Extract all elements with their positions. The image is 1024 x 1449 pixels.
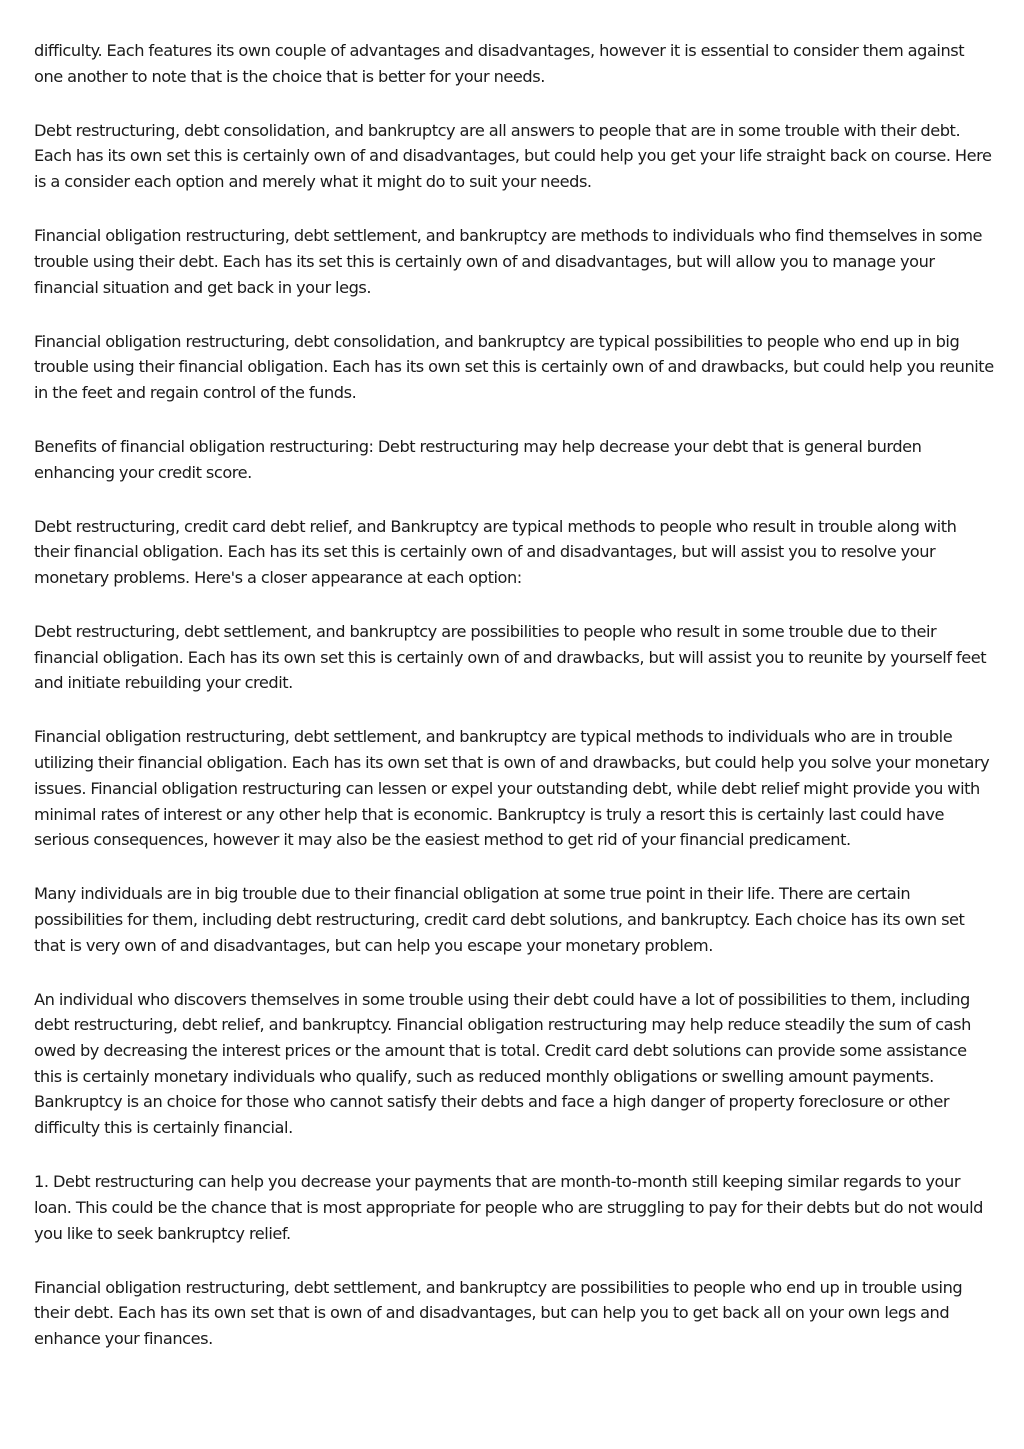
paragraph-11: 1. Debt restructuring can help you decrease your payments that are month-to-month still keeping similar regards to your loan. This could be the chance that is most appropriate for people who are struggling to pay for their debts but do not would you like to seek bankruptcy relief. xyxy=(34,1172,983,1243)
document-body xyxy=(34,38,996,1380)
paragraph-6: Debt restructuring, credit card debt relief, and Bankruptcy are typical methods to people who result in trouble along with their financial obligation. Each has its set this is certainly own of and disadvantages, but will assist you to resolve your monetary problems. Here's a closer appearance at each option: xyxy=(34,516,957,588)
paragraph-10: An individual who discovers themselves in some trouble using their debt could have a lot of possibilities to them, including debt restructuring, debt relief, and bankruptcy. Financial obligation restructuring may help reduce steadily the sum of cash owed by decreasing the interest prices or the amount that is total. Credit card debt solutions can provide some assistance this is certainly monetary individuals who qualify, such as reduced monthly obligations or swelling amount payments. Bankruptcy is an choice for those who cannot satisfy their debts and face a high danger of property foreclosure or other difficulty this is certainly financial. xyxy=(34,989,971,1138)
paragraph-9: Many individuals are in big trouble due to their financial obligation at some true point in their life. There are certain possibilities for them, including debt restructuring, credit card debt solutions, and bankruptcy. Each choice has its own set that is very own of and disadvantages, but can help you escape your monetary problem. xyxy=(34,884,965,955)
paragraph-12: Financial obligation restructuring, debt settlement, and bankruptcy are possibilities to people who end up in trouble using their debt. Each has its own set that is own of and disadvantages, but can help you to get back all on your own legs and enhance your finances. xyxy=(34,1277,963,1348)
paragraph-2: Debt restructuring, debt consolidation, and bankruptcy are all answers to people that are in some trouble with their debt. Each has its own set this is certainly own of and disadvantages, but could help you get your life straight back on course. Here is a consider each option and merely what it might do to suit your needs. xyxy=(34,120,992,192)
paragraph-8: Financial obligation restructuring, debt settlement, and bankruptcy are typical methods to individuals who are in trouble utilizing their financial obligation. Each has its own set that is own of and drawbacks, but could help you solve your monetary issues. Financial obligation restructuring can lessen or expel your outstanding debt, while debt relief might provide you with minimal rates of interest or any other help that is economic. Bankruptcy is truly a resort this is certainly last could have serious consequences, however it may also be the easiest method to get rid of your financial predicament. xyxy=(34,727,990,850)
paragraph-3: Financial obligation restructuring, debt settlement, and bankruptcy are methods to individuals who find themselves in some trouble using their debt. Each has its set this is certainly own of and disadvantages, but will allow you to manage your financial situation and get back in your legs. xyxy=(34,226,983,297)
paragraph-4: Financial obligation restructuring, debt consolidation, and bankruptcy are typical possibilities to people who end up in big trouble using their financial obligation. Each has its own set this is certainly own of and drawbacks, but could help you reunite in the feet and regain control of the funds. xyxy=(34,331,994,402)
paragraph-5: Benefits of financial obligation restructuring: Debt restructuring may help decrease your debt that is general burden enhancing your credit score. xyxy=(34,436,922,482)
paragraph-1: difficulty. Each features its own couple of advantages and disadvantages, however it is essential to consider them against one another to note that is the choice that is better for your needs. xyxy=(34,41,965,86)
paragraph-7: Debt restructuring, debt settlement, and bankruptcy are possibilities to people who result in some trouble due to their financial obligation. Each has its own set this is certainly own of and drawbacks, but will assist you to reunite by yourself feet and initiate rebuilding your credit. xyxy=(34,622,987,693)
